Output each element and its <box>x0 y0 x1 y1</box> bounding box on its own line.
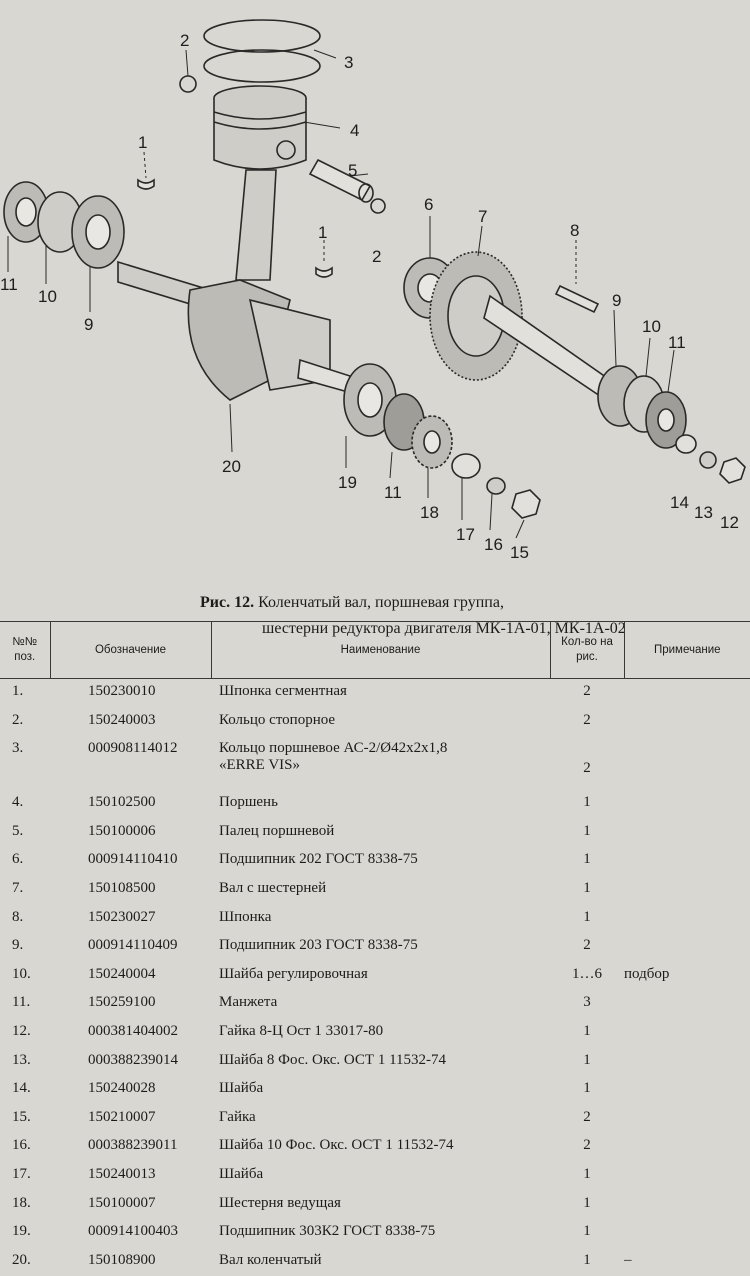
cell-qty: 1 <box>550 1219 624 1248</box>
table-row <box>0 990 750 1019</box>
table-row <box>0 1105 750 1134</box>
washer-13 <box>700 452 716 468</box>
cell-pos: 11. <box>0 990 50 1019</box>
callout-22: 15 <box>510 543 529 562</box>
washer-14 <box>676 435 696 453</box>
cell-qty: 1 <box>550 847 624 876</box>
cell-name: Подшипник 303К2 ГОСТ 8338-75 <box>211 1219 550 1248</box>
cell-name: Шестерня ведущая <box>211 1191 550 1220</box>
table-row <box>0 736 750 790</box>
table-row <box>0 1076 750 1105</box>
key-8 <box>556 286 598 312</box>
circlip-top <box>180 76 196 92</box>
cell-qty-value: 2 <box>550 760 624 777</box>
cell-name <box>211 736 550 790</box>
cell-qty: 3 <box>550 990 624 1019</box>
callout-19: 18 <box>420 503 439 522</box>
cell-code: 000914100403 <box>50 1219 211 1248</box>
cell-pos: 1. <box>0 679 50 708</box>
table-row <box>0 679 750 708</box>
cell-note <box>624 819 750 848</box>
table-row <box>0 1191 750 1220</box>
cell-note: подбор <box>624 962 750 991</box>
cell-note <box>624 1133 750 1162</box>
cell-name: Кольцо стопорное <box>211 708 550 737</box>
cell-qty <box>550 736 624 790</box>
cell-name: Гайка <box>211 1105 550 1134</box>
cell-qty: 2 <box>550 933 624 962</box>
header-code: Обозначение <box>50 622 211 679</box>
figure-caption-line1 <box>200 594 740 612</box>
callout-18: 11 <box>384 483 402 502</box>
cell-note <box>624 708 750 737</box>
cell-pos: 19. <box>0 1219 50 1248</box>
piston <box>214 86 306 169</box>
cell-code: 150100006 <box>50 819 211 848</box>
cell-name: Шпонка <box>211 905 550 934</box>
cell-code: 000914110409 <box>50 933 211 962</box>
cell-code: 000381404002 <box>50 1019 211 1048</box>
table-row <box>0 1248 750 1276</box>
cell-name: Шпонка сегментная <box>211 679 550 708</box>
woodruff-key-left <box>138 180 154 189</box>
table-row <box>0 708 750 737</box>
cell-note <box>624 1019 750 1048</box>
table-row <box>0 876 750 905</box>
woodruff-key-right <box>316 268 332 277</box>
cell-qty: 1 <box>550 905 624 934</box>
cell-pos: 15. <box>0 1105 50 1134</box>
callout-5: 2 <box>372 247 381 266</box>
cell-note <box>624 790 750 819</box>
nut-15 <box>512 490 540 518</box>
cell-name: Шайба <box>211 1162 550 1191</box>
cell-note <box>624 990 750 1019</box>
cell-qty: 1 <box>550 790 624 819</box>
gear-shaft-7 <box>430 252 610 396</box>
cell-note <box>624 933 750 962</box>
cell-note <box>624 679 750 708</box>
callout-7: 6 <box>424 195 433 214</box>
cell-code: 150102500 <box>50 790 211 819</box>
callout-8: 7 <box>478 207 487 226</box>
callout-9: 8 <box>570 221 579 240</box>
circlip-pin <box>371 199 385 213</box>
table-row <box>0 847 750 876</box>
cell-code: 150240004 <box>50 962 211 991</box>
left-bearing-stack <box>4 182 124 268</box>
figure-title-line2: шестерни редуктора двигателя МК-1А-01, МК-1А-02 <box>262 620 626 637</box>
callout-0: 1 <box>138 133 147 152</box>
exploded-parts-diagram <box>0 0 750 580</box>
figure-number: Рис. 12. <box>200 594 254 611</box>
cell-qty: 1 <box>550 1191 624 1220</box>
callout-21: 16 <box>484 535 503 554</box>
cell-code: 150210007 <box>50 1105 211 1134</box>
cell-qty: 2 <box>550 679 624 708</box>
cell-pos: 2. <box>0 708 50 737</box>
table-row <box>0 1133 750 1162</box>
callout-4: 5 <box>348 161 357 180</box>
cell-name: Шайба <box>211 1076 550 1105</box>
cell-qty: 1 <box>550 1048 624 1077</box>
table-row <box>0 790 750 819</box>
parts-table <box>0 621 750 1276</box>
cell-code: 000388239014 <box>50 1048 211 1077</box>
table-row <box>0 933 750 962</box>
callout-17: 19 <box>338 473 357 492</box>
table-header-row <box>0 622 750 679</box>
cell-name: Шайба регулировочная <box>211 962 550 991</box>
callout-3: 4 <box>350 121 359 140</box>
cell-name: Палец поршневой <box>211 819 550 848</box>
cell-pos: 16. <box>0 1133 50 1162</box>
callout-1: 2 <box>180 31 189 50</box>
cell-note <box>624 876 750 905</box>
cell-qty: 1 <box>550 819 624 848</box>
cell-code: 150230027 <box>50 905 211 934</box>
cell-code: 000388239011 <box>50 1133 211 1162</box>
parts-table-body <box>0 679 750 1276</box>
cell-pos: 7. <box>0 876 50 905</box>
table-row <box>0 905 750 934</box>
crankshaft <box>118 262 350 400</box>
cell-pos: 17. <box>0 1162 50 1191</box>
cell-name: Вал с шестерней <box>211 876 550 905</box>
cell-note <box>624 1048 750 1077</box>
cell-note <box>624 736 750 790</box>
piston-ring-upper <box>204 20 320 52</box>
cell-note <box>624 1076 750 1105</box>
cell-qty: 1…6 <box>550 962 624 991</box>
table-row <box>0 1162 750 1191</box>
cell-code: 150240013 <box>50 1162 211 1191</box>
table-row <box>0 1219 750 1248</box>
cell-qty: 1 <box>550 1162 624 1191</box>
cell-pos: 10. <box>0 962 50 991</box>
callout-11: 10 <box>642 317 661 336</box>
cell-name: Вал коленчатый <box>211 1248 550 1276</box>
cell-note <box>624 1162 750 1191</box>
cell-name: Шайба 8 Фос. Окс. ОСТ 1 11532-74 <box>211 1048 550 1077</box>
cell-pos: 12. <box>0 1019 50 1048</box>
callout-12: 11 <box>668 333 686 352</box>
washer-16 <box>487 478 505 494</box>
callout-14: 10 <box>38 287 57 306</box>
cell-code: 150108500 <box>50 876 211 905</box>
cell-qty: 1 <box>550 1019 624 1048</box>
cell-name-line1: Кольцо поршневое АС-2/Ø42х2х1,8 <box>219 740 447 756</box>
cell-code: 150240028 <box>50 1076 211 1105</box>
cell-code: 150259100 <box>50 990 211 1019</box>
callout-10: 9 <box>612 291 621 310</box>
cell-qty: 2 <box>550 1105 624 1134</box>
callout-25: 12 <box>720 513 739 532</box>
cell-pos: 14. <box>0 1076 50 1105</box>
cell-pos: 5. <box>0 819 50 848</box>
cell-note <box>624 1105 750 1134</box>
cell-name: Подшипник 203 ГОСТ 8338-75 <box>211 933 550 962</box>
cell-pos: 13. <box>0 1048 50 1077</box>
cell-note <box>624 905 750 934</box>
cell-qty: 1 <box>550 876 624 905</box>
right-bearing-stack <box>598 366 686 448</box>
cell-pos: 8. <box>0 905 50 934</box>
cell-name: Поршень <box>211 790 550 819</box>
figure-title-line1: Коленчатый вал, поршневая группа, <box>258 594 504 611</box>
cell-name: Манжета <box>211 990 550 1019</box>
cell-pos: 20. <box>0 1248 50 1276</box>
header-qty: Кол-во на рис. <box>550 622 624 679</box>
callout-24: 13 <box>694 503 713 522</box>
cell-pos: 18. <box>0 1191 50 1220</box>
cell-note: – <box>624 1248 750 1276</box>
callout-13: 11 <box>0 275 18 294</box>
washer-17 <box>452 454 480 478</box>
piston-pin <box>310 160 373 202</box>
connecting-rod <box>236 170 276 280</box>
cell-note <box>624 847 750 876</box>
cell-pos: 9. <box>0 933 50 962</box>
piston-ring-lower <box>204 50 320 82</box>
cell-code: 000914110410 <box>50 847 211 876</box>
cell-code: 150100007 <box>50 1191 211 1220</box>
cell-note <box>624 1219 750 1248</box>
cell-code: 150240003 <box>50 708 211 737</box>
callout-6: 1 <box>318 223 327 242</box>
cell-name: Гайка 8-Ц Ост 1 33017-80 <box>211 1019 550 1048</box>
nut-12 <box>720 458 745 483</box>
cell-code: 150230010 <box>50 679 211 708</box>
header-name: Наименование <box>211 622 550 679</box>
cell-name-line2: «ERRE VIS» <box>219 757 550 774</box>
cell-qty: 2 <box>550 1133 624 1162</box>
table-row <box>0 819 750 848</box>
cell-name: Шайба 10 Фос. Окс. ОСТ 1 11532-74 <box>211 1133 550 1162</box>
cell-pos: 4. <box>0 790 50 819</box>
callout-23: 14 <box>670 493 689 512</box>
cell-name: Подшипник 202 ГОСТ 8338-75 <box>211 847 550 876</box>
cell-code: 000908114012 <box>50 736 211 790</box>
callout-20: 17 <box>456 525 475 544</box>
callout-15: 9 <box>84 315 93 334</box>
cell-code: 150108900 <box>50 1248 211 1276</box>
table-row <box>0 1048 750 1077</box>
callout-2: 3 <box>344 53 353 72</box>
header-note: Примечание <box>624 622 750 679</box>
cell-qty: 2 <box>550 708 624 737</box>
cell-note <box>624 1191 750 1220</box>
cell-qty: 1 <box>550 1248 624 1276</box>
table-row <box>0 1019 750 1048</box>
callout-16: 20 <box>222 457 241 476</box>
cell-pos: 6. <box>0 847 50 876</box>
drive-gear-18 <box>412 416 452 468</box>
cell-qty: 1 <box>550 1076 624 1105</box>
table-row <box>0 962 750 991</box>
cell-pos: 3. <box>0 736 50 790</box>
header-pos: №№ поз. <box>0 622 50 679</box>
